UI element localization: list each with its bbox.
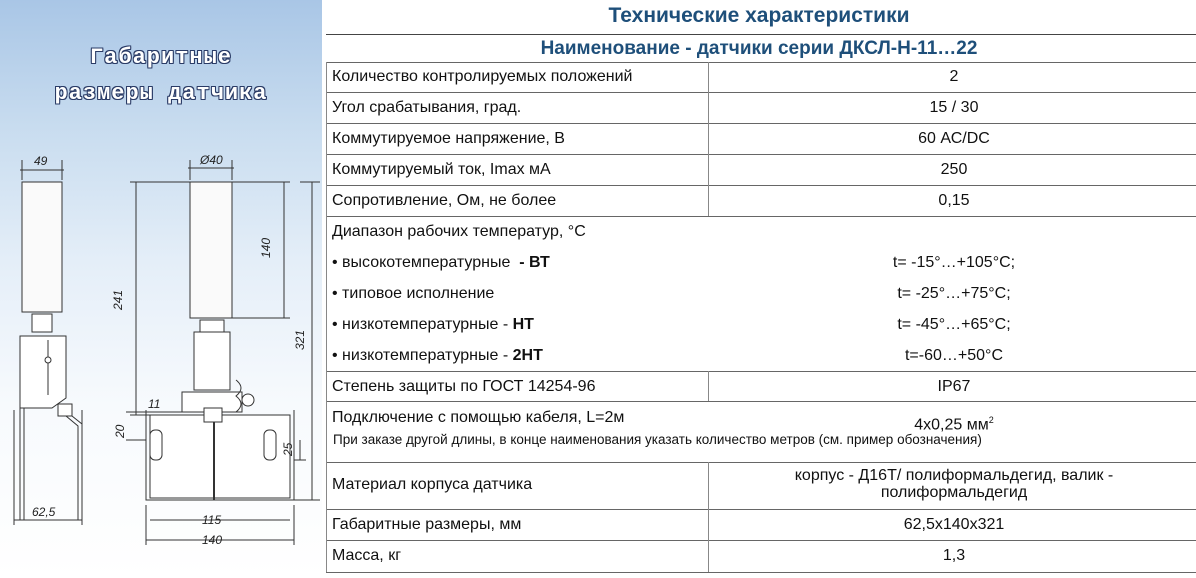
- protection-label: Степень защиты по ГОСТ 14254-96: [332, 378, 596, 395]
- rule: [326, 401, 1196, 402]
- dim-140-width: 140: [202, 533, 223, 547]
- row-value-angle: 15 / 30: [929, 99, 979, 116]
- dim-49: 49: [34, 154, 48, 168]
- panel-title: [0, 40, 322, 112]
- temp-item-extra-low: [332, 346, 543, 366]
- material-value-line2: полиформальдегид: [880, 484, 1028, 501]
- row-value-current: 250: [940, 161, 968, 178]
- dimensions-panel: [0, 0, 322, 578]
- front-view-housing: [194, 332, 230, 390]
- dim-20: 20: [113, 424, 127, 438]
- cable-value-text: 4х0,25 мм: [914, 416, 989, 434]
- temp-value-extra-low: t=-60…+50°С: [904, 347, 1003, 364]
- dim-25: 25: [281, 442, 295, 456]
- dim-115: 115: [202, 513, 222, 527]
- side-view-body: [20, 336, 66, 408]
- temp-item-label: • низкотемпературные -: [332, 347, 513, 364]
- rule: [326, 154, 1196, 155]
- front-view-cylinder: [190, 182, 232, 318]
- rule: [326, 216, 1196, 217]
- column-divider: [708, 371, 709, 401]
- row-label-angle: Угол срабатывания, град.: [332, 99, 522, 116]
- cable-value-sup: 2: [988, 415, 994, 425]
- dim-11: 11: [148, 397, 161, 411]
- cable-note: При заказе другой длины, в конце наименования указать количество метров (см. пример обозначения): [333, 432, 982, 447]
- rule: [326, 462, 1196, 463]
- row-label-positions: Количество контролируемых положений: [332, 68, 633, 85]
- dim-241: 241: [111, 289, 125, 310]
- temp-item-label: • высокотемпературные: [332, 254, 520, 271]
- temp-item-code: - ВТ: [519, 254, 550, 271]
- mass-value: 1,3: [942, 547, 966, 564]
- material-value-line1: корпус - Д16Т/ полиформальдегид, валик -: [794, 467, 1114, 484]
- rule: [326, 572, 1196, 573]
- dimensions-value: 62,5х140х321: [903, 516, 1005, 533]
- material-label: Материал корпуса датчика: [332, 476, 533, 493]
- dim-62-5: 62,5: [32, 505, 56, 519]
- row-value-positions: 2: [949, 68, 959, 85]
- dimensions-label: Габаритные размеры, мм: [332, 516, 522, 533]
- cable-label: Подключение с помощью кабеля, L=2м: [332, 409, 625, 426]
- panel-title-line1: Габаритные: [89, 45, 233, 70]
- temp-item-code: НТ: [512, 316, 534, 333]
- column-divider: [708, 462, 709, 572]
- rule: [326, 62, 1196, 63]
- row-label-voltage: Коммутируемое напряжение, В: [332, 130, 565, 147]
- rule-top: [326, 34, 1196, 35]
- panel-title-line2: размеры датчика: [54, 81, 268, 106]
- rule: [326, 509, 1196, 510]
- protection-value: IP67: [937, 378, 971, 395]
- temp-item-label: • низкотемпературные -: [332, 316, 513, 333]
- temp-value-standard: t= -25°…+75°С;: [897, 285, 1011, 302]
- side-view-cylinder: [22, 182, 62, 312]
- spec-title: Технические характеристики: [608, 4, 910, 27]
- temp-item-code: 2НТ: [512, 347, 543, 364]
- table-left-border: [326, 62, 327, 572]
- dim-321: 321: [293, 329, 307, 350]
- rule: [326, 123, 1196, 124]
- dim-d40: Ø40: [200, 153, 223, 167]
- temp-item-high: [332, 253, 550, 273]
- temp-value-high: t= -15°…+105°С;: [892, 254, 1016, 271]
- row-value-resistance: 0,15: [938, 192, 970, 209]
- row-value-voltage: 60 АС/DC: [918, 130, 990, 147]
- rule: [326, 371, 1196, 372]
- rule: [326, 540, 1196, 541]
- mass-label: Масса, кг: [332, 547, 402, 564]
- row-label-resistance: Сопротивление, Ом, не более: [332, 192, 557, 209]
- temp-item-standard: • типовое исполнение: [332, 285, 495, 302]
- temp-range-heading: Диапазон рабочих температур, °С: [332, 223, 586, 240]
- temp-item-low: [332, 315, 534, 335]
- rule: [326, 92, 1196, 93]
- row-label-current: Коммутируемый ток, Imax мА: [332, 161, 551, 178]
- column-divider: [708, 62, 709, 216]
- spec-subtitle: Наименование - датчики серии ДКСЛ-Н-11…22: [540, 38, 978, 59]
- dim-140-height: 140: [259, 237, 273, 258]
- rule: [326, 185, 1196, 186]
- sensor-drawing: [0, 140, 322, 560]
- temp-value-low: t= -45°…+65°С;: [897, 316, 1011, 333]
